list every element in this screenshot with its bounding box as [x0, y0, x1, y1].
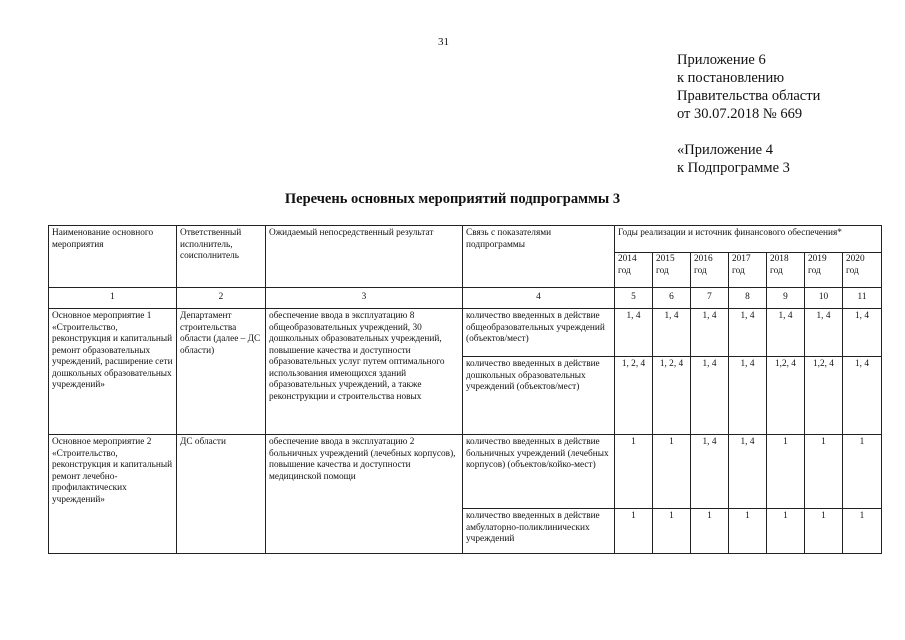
year-value: 1, 4: [729, 309, 767, 357]
column-number: 1: [49, 288, 177, 309]
table-row: [49, 309, 882, 357]
header-year: 2015 год: [653, 253, 691, 288]
measure-result: обеспечение ввода в эксплуатацию 8 общеобразовательных учреждений, 30 дошкольных образовательных учреждений, повышение качества и доступности образовательных услуг путем оптимального использования имеющихся зданий образовательных учреждений, а также реконструкции и строительства новых: [266, 309, 463, 435]
measure-name: Основное мероприятие 2 «Строительство, реконструкция и капитальный ремонт лечебно-профилактических учреждений»: [49, 435, 177, 554]
measure-name: Основное мероприятие 1 «Строительство, реконструкция и капитальный ремонт образовательных учреждений, расширение сети дошкольных образовательных учреждений»: [49, 309, 177, 435]
year-value: 1, 4: [843, 357, 882, 435]
appendix-line: Приложение 6: [677, 52, 766, 68]
year-value: 1: [805, 509, 843, 554]
year-value: 1, 4: [805, 309, 843, 357]
measures-table: [48, 225, 882, 554]
column-number: 6: [653, 288, 691, 309]
column-number: 8: [729, 288, 767, 309]
column-number: 5: [615, 288, 653, 309]
column-number: 10: [805, 288, 843, 309]
header-year: 2019 год: [805, 253, 843, 288]
header-year: 2017 год: [729, 253, 767, 288]
indicator-text: количество введенных в действие дошкольных образовательных учреждений (объектов/мест): [463, 357, 615, 435]
header-year: 2016 год: [691, 253, 729, 288]
column-number: 2: [177, 288, 266, 309]
year-value: 1, 4: [767, 309, 805, 357]
page-number: 31: [438, 36, 449, 48]
column-number: 9: [767, 288, 805, 309]
year-value: 1: [843, 435, 882, 509]
year-value: 1, 4: [729, 435, 767, 509]
year-value: 1: [653, 509, 691, 554]
header-result: Ожидаемый непосредственный результат: [266, 226, 463, 288]
indicator-text: количество введенных в действие амбулаторно-поликлинических учреждений: [463, 509, 615, 554]
measure-executor: Департамент строительства области (далее – ДС области): [177, 309, 266, 435]
appendix-line: Правительства области: [677, 88, 821, 104]
indicator-text: количество введенных в действие общеобразовательных учреждений (объектов/мест): [463, 309, 615, 357]
appendix-line: к Подпрограмме 3: [677, 160, 790, 176]
year-value: 1,2, 4: [767, 357, 805, 435]
year-value: 1: [843, 509, 882, 554]
column-number: 3: [266, 288, 463, 309]
header-year: 2018 год: [767, 253, 805, 288]
header-link: Связь с показателями подпрограммы: [463, 226, 615, 288]
year-value: 1, 4: [691, 435, 729, 509]
header-year: 2020 год: [843, 253, 882, 288]
year-value: 1: [805, 435, 843, 509]
year-value: 1: [615, 435, 653, 509]
column-number: 7: [691, 288, 729, 309]
year-value: 1: [615, 509, 653, 554]
year-value: 1, 4: [653, 309, 691, 357]
table-row: [49, 435, 882, 509]
header-year: 2014 год: [615, 253, 653, 288]
appendix-line: от 30.07.2018 № 669: [677, 106, 803, 122]
indicator-text: количество введенных в действие больничных учреждений (лечебных корпусов) (объектов/койко-мест): [463, 435, 615, 509]
measure-result: обеспечение ввода в эксплуатацию 2 больничных учреждений (лечебных корпусов), повышение качества и доступности медицинской помощи: [266, 435, 463, 554]
header-row: [49, 226, 882, 253]
year-value: 1: [691, 509, 729, 554]
column-number-row: [49, 288, 882, 309]
header-executor: Ответственный исполнитель, соисполнитель: [177, 226, 266, 288]
year-value: 1, 4: [691, 357, 729, 435]
year-value: 1: [767, 509, 805, 554]
column-number: 4: [463, 288, 615, 309]
header-years-group: Годы реализации и источник финансового обеспечения*: [615, 226, 882, 253]
year-value: 1, 2, 4: [653, 357, 691, 435]
year-value: 1,2, 4: [805, 357, 843, 435]
document-title: Перечень основных мероприятий подпрограммы 3: [284, 191, 621, 207]
year-value: 1, 4: [691, 309, 729, 357]
measure-executor: ДС области: [177, 435, 266, 554]
column-number: 11: [843, 288, 882, 309]
year-value: 1: [729, 509, 767, 554]
year-value: 1: [653, 435, 691, 509]
year-value: 1, 4: [615, 309, 653, 357]
year-value: 1: [767, 435, 805, 509]
appendix-header: [677, 51, 820, 177]
year-value: 1, 4: [843, 309, 882, 357]
year-value: 1, 2, 4: [615, 357, 653, 435]
header-name: Наименование основного мероприятия: [49, 226, 177, 288]
appendix-line: «Приложение 4: [677, 142, 773, 158]
appendix-line: к постановлению: [677, 70, 785, 86]
year-value: 1, 4: [729, 357, 767, 435]
